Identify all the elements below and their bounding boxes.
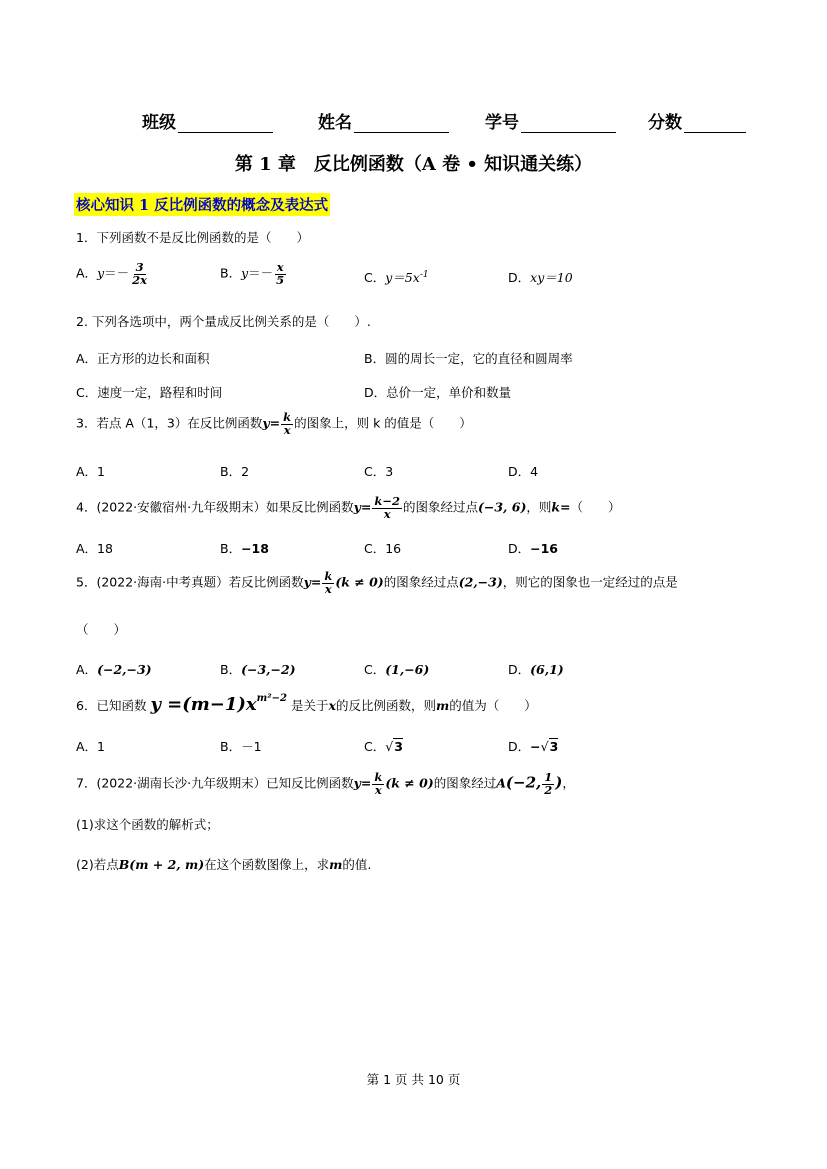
math-op: ＝－ <box>248 265 274 281</box>
math-point-label: A <box>496 775 506 791</box>
math-expression: y= <box>353 775 372 791</box>
name-blank[interactable] <box>354 114 449 133</box>
stem-text: 的值为（ ） <box>449 698 537 713</box>
stem-text: ，则 <box>526 499 552 515</box>
score-blank[interactable] <box>684 114 746 133</box>
math-exponent: m²−2 <box>256 692 287 704</box>
option-label: C． <box>364 739 386 754</box>
question-5-paren: （ ） <box>76 622 127 637</box>
question-3-option-b: B．2 <box>220 464 250 479</box>
question-2-stem: 2. 下列各选项中，两个量成反比例关系的是（ ）. <box>76 314 371 329</box>
class-blank[interactable] <box>178 114 273 133</box>
fraction-numerator: k <box>374 770 383 784</box>
math-expression: xy＝10 <box>530 270 573 285</box>
question-1-option-a <box>76 262 150 286</box>
question-3-option-c: C．3 <box>364 464 394 479</box>
score-field <box>648 108 746 133</box>
stem-text: ， <box>562 775 575 791</box>
question-4-option-b <box>220 539 269 557</box>
question-7-part-2 <box>76 855 371 873</box>
math-var: y <box>97 265 105 281</box>
sqrt-icon: √ <box>385 739 394 754</box>
question-6-stem <box>76 694 537 715</box>
stem-text: ，则它的图象也一定经过的点是 <box>502 574 678 590</box>
question-3-option-a: A．1 <box>76 464 106 479</box>
fraction-denominator: x <box>283 422 291 437</box>
option-label: B． <box>220 662 242 677</box>
math-expression: y= <box>353 499 372 515</box>
name-label: 姓名 <box>318 113 352 133</box>
math-value: 3 <box>394 739 403 754</box>
math-expression: k= <box>551 499 571 515</box>
fraction <box>274 262 286 286</box>
student-id-blank[interactable] <box>521 114 616 133</box>
option-label: D． <box>508 270 531 285</box>
stem-text: 5．(2022·海南·中考真题）若反比例函数 <box>76 574 304 590</box>
question-7-part-1: (1)求这个函数的解析式； <box>76 817 219 832</box>
fraction-denominator: 2x <box>132 272 147 287</box>
stem-text: 的图象上，则 k 的值是（ ） <box>294 415 472 431</box>
question-5-option-a <box>76 660 152 678</box>
question-5-stem <box>76 571 678 595</box>
question-1-option-b <box>220 262 287 286</box>
fraction-numerator: x <box>276 260 284 274</box>
stem-text: 3．若点 A（1，3）在反比例函数 <box>76 415 263 431</box>
math-var: m <box>435 698 450 713</box>
math-condition: (k ≠ 0) <box>335 574 384 590</box>
math-point-close: ) <box>555 773 563 792</box>
math-value: −18 <box>241 541 269 556</box>
class-label: 班级 <box>142 113 176 133</box>
option-label: D． <box>508 541 531 556</box>
math-point: (−3, 6) <box>477 499 527 515</box>
math-point: (1,−6) <box>385 662 430 677</box>
stem-text: (2)若点 <box>76 857 119 872</box>
math-value: 3 <box>549 739 559 754</box>
stem-text: 的图象经过点 <box>383 574 459 590</box>
fraction-denominator: x <box>374 782 382 797</box>
option-label: B． <box>220 265 242 281</box>
score-label: 分数 <box>648 113 682 133</box>
fraction <box>322 571 334 595</box>
student-id-field <box>485 108 616 133</box>
math-var: m <box>329 857 343 872</box>
fraction-numerator: k <box>324 569 333 583</box>
option-label: D． <box>508 662 531 677</box>
stem-text: 6．已知函数 <box>76 698 147 713</box>
question-5-option-b <box>220 660 296 678</box>
fraction-numerator: 3 <box>135 260 144 274</box>
fraction-denominator: 2 <box>544 782 553 797</box>
question-3-stem <box>76 412 472 436</box>
question-6-option-b: B．－1 <box>220 739 262 754</box>
fraction <box>372 772 384 796</box>
option-label: B． <box>220 541 242 556</box>
student-id-label: 学号 <box>485 113 519 133</box>
question-5-option-d <box>508 660 564 678</box>
fraction <box>542 772 554 796</box>
question-1-stem: 1．下列函数不是反比例函数的是（ ） <box>76 230 309 245</box>
math-point: (6,1) <box>530 662 564 677</box>
fraction-numerator: 1 <box>544 770 553 784</box>
math-point: (2,−3) <box>458 574 503 590</box>
class-field <box>142 108 273 133</box>
math-formula: y =(m−1)x <box>150 694 257 715</box>
question-2-option-a: A．正方形的边长和面积 <box>76 351 210 366</box>
stem-text: 的值. <box>342 857 372 872</box>
math-var: y <box>241 265 249 281</box>
question-4-option-d <box>508 539 558 557</box>
page-title: 第 1 章 反比例函数（A 卷 • 知识通关练） <box>234 154 593 175</box>
math-expression: y＝5x <box>385 270 420 285</box>
question-6-option-c <box>364 737 403 755</box>
stem-text: 4．(2022·安徽宿州·九年级期末）如果反比例函数 <box>76 499 354 515</box>
option-label: C． <box>364 270 386 285</box>
stem-text: 的图象经过 <box>433 775 497 791</box>
name-field <box>318 108 449 133</box>
question-6-option-a: A．1 <box>76 739 106 754</box>
question-2-option-d: D．总价一定，单价和数量 <box>364 385 512 400</box>
option-label: A． <box>76 662 98 677</box>
stem-text: 的反比例函数，则 <box>335 698 436 713</box>
option-label: D． <box>508 739 531 754</box>
math-op: ＝－ <box>104 265 130 281</box>
fraction <box>130 262 149 286</box>
question-4-option-c: C．16 <box>364 541 402 556</box>
math-point: B(m + 2, m) <box>118 857 205 872</box>
question-3-option-d: D．4 <box>508 464 539 479</box>
section-heading: 核心知识 1 反比例函数的概念及表达式 <box>74 193 330 216</box>
question-1-option-d <box>508 268 573 286</box>
math-value: −16 <box>530 541 559 556</box>
option-label: C． <box>364 662 386 677</box>
question-7-stem <box>76 772 575 796</box>
math-expression: y= <box>262 415 281 431</box>
fraction <box>281 412 293 436</box>
fraction-denominator: x <box>324 581 332 596</box>
stem-text: 在这个函数图像上，求 <box>204 857 330 872</box>
math-var: x <box>328 698 336 713</box>
stem-text: 的图象经过点 <box>402 499 478 515</box>
math-point: (−2,−3) <box>97 662 152 677</box>
fraction-denominator: x <box>383 506 391 521</box>
math-exponent: -1 <box>419 269 429 280</box>
question-6-option-d <box>508 737 558 755</box>
fraction <box>372 496 402 520</box>
question-5-option-c <box>364 660 429 678</box>
question-4-option-a: A．18 <box>76 541 113 556</box>
question-1-option-c <box>364 268 429 286</box>
math-point-open: (−2, <box>505 773 542 792</box>
fraction-numerator: k <box>283 410 292 424</box>
math-op: − <box>530 739 541 754</box>
fraction-denominator: 5 <box>276 272 285 287</box>
fraction-numerator: k−2 <box>374 494 400 508</box>
option-label: A． <box>76 265 98 281</box>
math-point: (−3,−2) <box>241 662 296 677</box>
math-condition: (k ≠ 0) <box>385 775 434 791</box>
math-expression: y= <box>303 574 322 590</box>
question-4-stem <box>76 496 621 520</box>
stem-text: 是关于 <box>290 698 329 713</box>
stem-text: （ ） <box>570 499 621 515</box>
question-2-option-b: B．圆的周长一定，它的直径和圆周率 <box>364 351 573 366</box>
stem-text: 7．(2022·湖南长沙·九年级期末）已知反比例函数 <box>76 775 354 791</box>
page-footer: 第 1 页 共 10 页 <box>366 1072 461 1087</box>
question-2-option-c: C．速度一定，路程和时间 <box>76 385 223 400</box>
sqrt-icon: √ <box>540 739 549 754</box>
